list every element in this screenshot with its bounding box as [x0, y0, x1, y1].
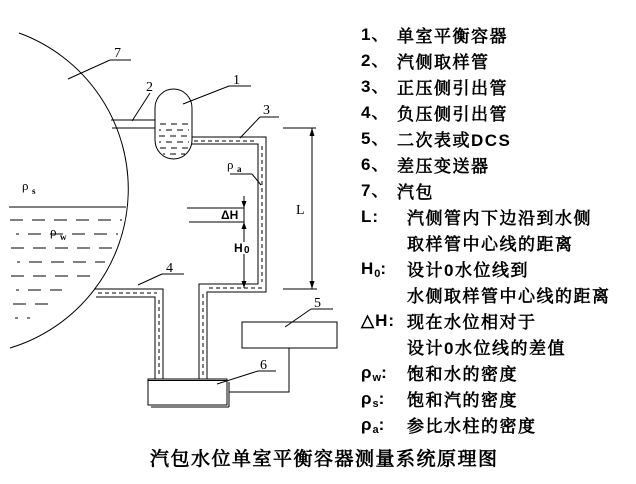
- secondary-meter-box: [242, 322, 337, 348]
- legend-item-1: 1、 单室平衡容器: [361, 24, 508, 46]
- legend-item-deltaH-cont: 设计0水位线的差值: [407, 339, 566, 358]
- legend-item-5: 5、 二次表或DCS: [361, 128, 512, 150]
- callout-6: 6: [260, 358, 267, 373]
- legend-item-L: L: 汽侧管内下边沿到水侧: [361, 206, 592, 228]
- legend-item-L-cont: 取样管中心线的距离: [407, 235, 574, 254]
- density-label-steam: [22, 178, 36, 196]
- dp-transmitter-box: [148, 379, 229, 407]
- callout-1: 1: [233, 73, 240, 88]
- density-label-water: [50, 224, 67, 242]
- callout-4: 4: [166, 261, 173, 276]
- callout-7: 7: [114, 46, 121, 61]
- legend-item-6: 6、 差压变送器: [361, 154, 490, 176]
- signal-wire: [229, 348, 289, 392]
- negative-side-pipe: [94, 289, 163, 379]
- callout-2: 2: [146, 80, 153, 95]
- svg-text:ρ: ρ: [22, 178, 29, 193]
- svg-text:a: a: [237, 164, 242, 174]
- dim-label-L: L: [296, 203, 305, 218]
- legend-item-rho-w: ρw: 饱和水的密度: [361, 362, 518, 384]
- legend-item-2: 2、 汽侧取样管: [361, 50, 490, 72]
- svg-text:s: s: [32, 186, 36, 196]
- legend-item-rho-a: ρa: 参比水柱的密度: [361, 414, 537, 436]
- dim-label-H0: H: [234, 241, 243, 255]
- legend-item-H0-cont: 水侧取样管中心线的距离: [407, 287, 611, 306]
- callout-3: 3: [263, 103, 270, 118]
- svg-text:ρ: ρ: [50, 224, 57, 239]
- svg-text:0: 0: [244, 245, 250, 256]
- dim-deltaH-H0: [187, 196, 250, 288]
- legend-item-deltaH: △H: 现在水位相对于: [361, 310, 537, 332]
- legend-item-H0: H0: 设计0水位线到: [361, 258, 529, 280]
- density-label-reference: [227, 157, 261, 185]
- callout-5: 5: [314, 296, 321, 311]
- legend-item-rho-s: ρs: 饱和汽的密度: [361, 388, 518, 410]
- diagram-title: 汽包水位单室平衡容器测量系统原理图: [150, 449, 499, 470]
- svg-text:w: w: [60, 232, 67, 242]
- dim-L: [283, 128, 317, 289]
- legend-item-7: 7、 汽包: [361, 180, 434, 202]
- legend: [361, 24, 635, 440]
- steam-side-sampling-pipe: [111, 120, 155, 128]
- legend-item-4: 4、 负压侧引出管: [361, 102, 508, 124]
- legend-item-3: 3、 正压侧引出管: [361, 76, 508, 98]
- dim-label-deltaH: ΔH: [221, 208, 239, 222]
- svg-text:ρ: ρ: [227, 157, 234, 172]
